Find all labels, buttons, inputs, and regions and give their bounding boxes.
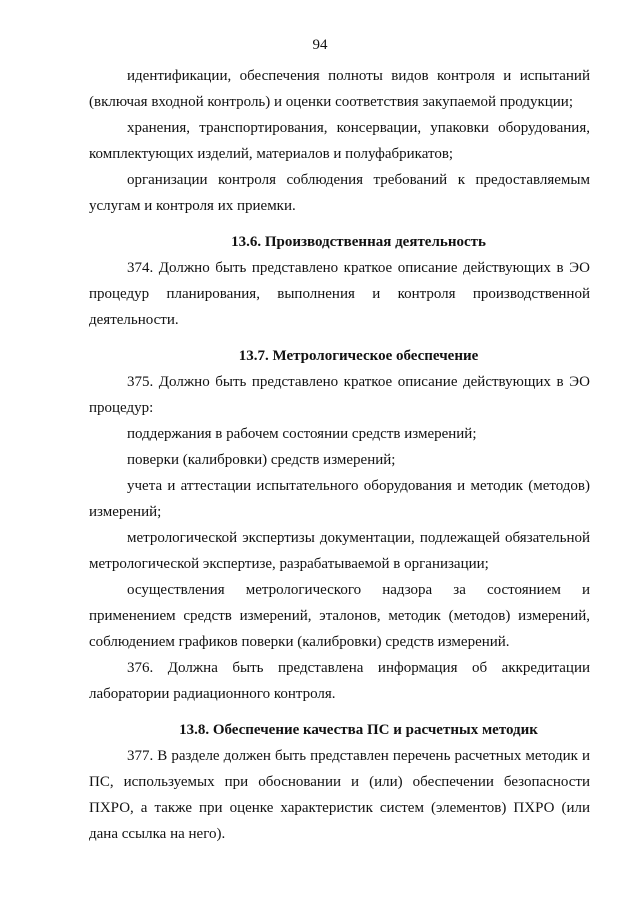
paragraph: организации контроля соблюдения требований к предоставляемым услугам и контроля их приемки.	[89, 172, 590, 214]
section-heading: 13.6. Производственная деятельность	[231, 234, 486, 250]
page-number: 94	[312, 37, 328, 53]
paragraph: хранения, транспортирования, консервации, упаковки оборудования, комплектующих изделий, материалов и полуфабрикатов;	[89, 120, 590, 162]
section-heading: 13.8. Обеспечение качества ПС и расчетных методик	[179, 722, 538, 738]
paragraph: поверки (калибровки) средств измерений;	[127, 452, 396, 468]
paragraph: 374. Должно быть представлено краткое описание действующих в ЭО процедур планирования, выполнения и контроля производственной деятельности.	[89, 260, 590, 328]
paragraph: 376. Должна быть представлена информация об аккредитации лаборатории радиационного контроля.	[89, 660, 590, 702]
paragraph: поддержания в рабочем состоянии средств измерений;	[127, 426, 477, 442]
document-body	[89, 63, 590, 847]
paragraph: осуществления метрологического надзора за состоянием и применением средств измерений, эталонов, методик (методов) измерений, соблюдением графиков поверки (калибровки) средств измерений.	[89, 582, 590, 650]
paragraph: метрологической экспертизы документации, подлежащей обязательной метрологической экспертизе, разрабатываемой в организации;	[89, 530, 590, 572]
paragraph: идентификации, обеспечения полноты видов контроля и испытаний (включая входной контроль) и оценки соответствия закупаемой продукции;	[89, 68, 590, 110]
paragraph: 375. Должно быть представлено краткое описание действующих в ЭО процедур:	[89, 374, 590, 416]
paragraph: учета и аттестации испытательного оборудования и методик (методов) измерений;	[89, 478, 590, 520]
paragraph: 377. В разделе должен быть представлен перечень расчетных методик и ПС, используемых при обосновании и (или) обеспечении безопасности ПХРО, а также при оценке характеристик систем (элементов) ПХРО (или дана ссылка на него).	[89, 748, 590, 842]
section-heading: 13.7. Метрологическое обеспечение	[238, 348, 479, 364]
